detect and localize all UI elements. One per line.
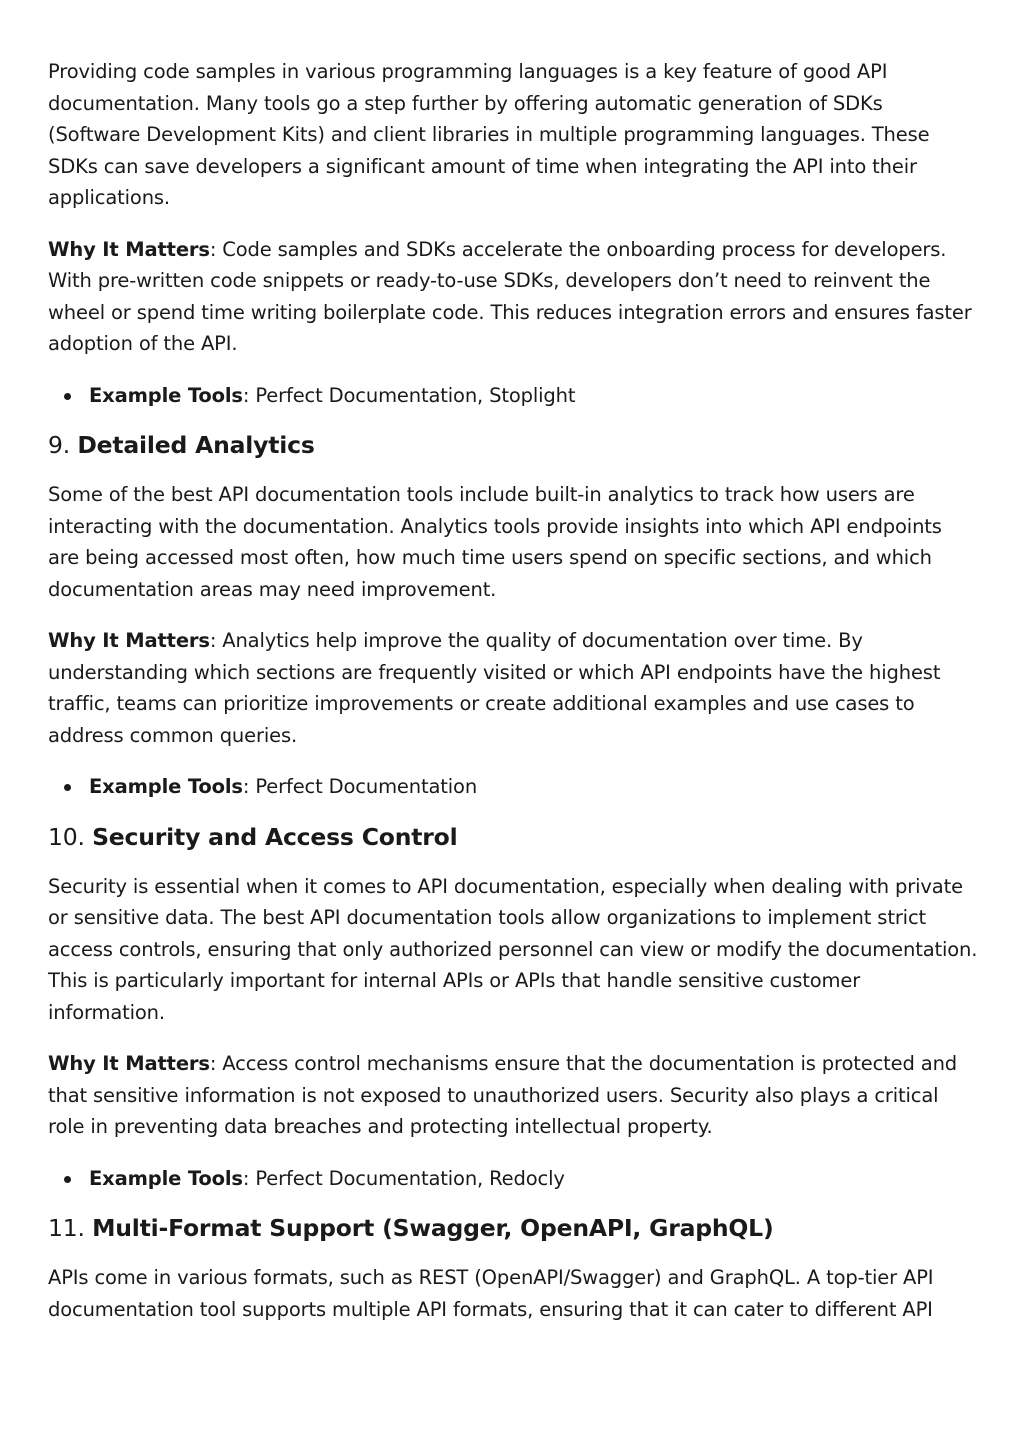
why-label: Why It Matters	[48, 237, 210, 261]
intro-example-list	[48, 380, 978, 412]
intro-paragraph: Providing code samples in various programming languages is a key feature of good API documentation. Many tools go a step further by offering automatic generation of SDKs (Software Development Kits) and client libraries in multiple programming languages. These SDKs can save developers a significant amount of time when integrating the API into their applications.	[48, 60, 930, 209]
why-text: : Code samples and SDKs accelerate the onboarding process for developers. With pre-written code snippets or ready-to-use SDKs, developers don’t need to reinvent the wheel or spend time writing boilerplate code. This reduces integration errors and ensures faster adoption of the API.	[48, 237, 972, 355]
section-title: Detailed Analytics	[77, 431, 315, 459]
example-text: : Perfect Documentation, Redocly	[242, 1166, 565, 1190]
example-text: : Perfect Documentation	[242, 775, 478, 798]
section-title: Multi-Format Support (Swagger, OpenAPI, GraphQL)	[92, 1214, 774, 1242]
section-paragraph: Security is essential when it comes to API documentation, especially when dealing with private or sensitive data. The best API documentation tools allow organizations to implement strict access controls, ensuring that only authorized personnel can view or modify the documentation. This is particularly important for internal APIs or APIs that handle sensitive customer information.	[48, 874, 978, 1024]
section-paragraph: Some of the best API documentation tools include built-in analytics to track how users are interacting with the documentation. Analytics tools provide insights into which API endpoints are being accessed most often, how much time users spend on specific sections, and which documentation areas may need improvement.	[48, 483, 942, 601]
section-example-list	[48, 771, 978, 803]
why-label: Why It Matters	[48, 629, 210, 652]
list-item	[89, 1163, 978, 1195]
list-item	[89, 380, 978, 412]
section-example-list	[48, 1163, 978, 1195]
section-heading-11	[48, 1212, 978, 1244]
section-heading-10	[48, 821, 978, 853]
example-label: Example Tools	[89, 1166, 243, 1190]
section-title: Security and Access Control	[92, 822, 458, 851]
document-page	[48, 56, 978, 1345]
section-number: 10.	[48, 822, 85, 851]
example-text: : Perfect Documentation, Stoplight	[242, 383, 576, 407]
bullet-icon	[64, 784, 71, 791]
section-heading-9	[48, 429, 978, 461]
why-text: : Access control mechanisms ensure that the documentation is protected and that sensitive information is not exposed to unauthorized users. Security also plays a critical role in preventing data breaches and protecting intellectual property.	[48, 1052, 958, 1138]
list-item	[89, 771, 978, 803]
why-text: : Analytics help improve the quality of documentation over time. By understanding which sections are frequently visited or which API endpoints have the highest traffic, teams can prioritize improvements or create additional examples and use cases to address common queries.	[48, 629, 941, 747]
section-number: 11.	[48, 1214, 85, 1242]
bullet-icon	[64, 1176, 71, 1183]
section-why-it-matters	[48, 625, 978, 751]
intro-why-it-matters	[48, 234, 978, 360]
example-label: Example Tools	[89, 775, 243, 798]
example-label: Example Tools	[89, 383, 243, 407]
why-label: Why It Matters	[48, 1052, 210, 1075]
section-why-it-matters	[48, 1048, 978, 1143]
section-number: 9.	[48, 431, 71, 459]
bullet-icon	[64, 393, 71, 400]
section-paragraph: APIs come in various formats, such as REST (OpenAPI/Swagger) and GraphQL. A top-tier API documentation tool supports multiple API formats, ensuring that it can cater to different API	[48, 1266, 934, 1321]
